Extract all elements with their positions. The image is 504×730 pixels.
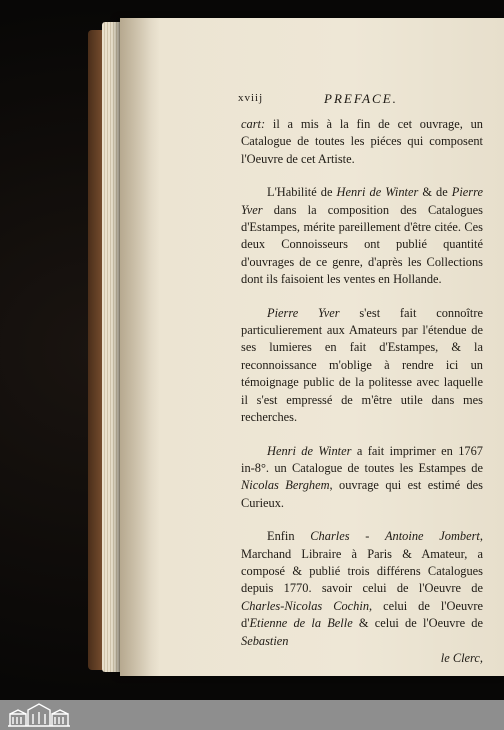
text-segment: Nicolas Berghem [241, 478, 330, 493]
paragraph-5 [241, 528, 483, 650]
text-segment: , ouvrage qui est estimé des Curieux. [241, 478, 483, 510]
library-building-icon [4, 702, 74, 728]
body-text [241, 116, 483, 667]
text-segment: il a mis à la fin de cet ouvrage, un Catalogue de toutes les piéces qui composent l'Oeuvre de cet Artiste. [241, 117, 483, 166]
text-segment: Charles-Nicolas Cochin [241, 598, 370, 613]
text-segment: & celui de l'Oeuvre de [352, 616, 483, 631]
text-segment: Pierre Yver [241, 185, 483, 217]
paragraph-1 [241, 116, 483, 168]
paragraph-4 [241, 443, 483, 513]
paragraph-3 [241, 305, 483, 427]
text-segment: Sebastien [241, 633, 289, 648]
viewer-footer-bar [0, 700, 504, 730]
text-segment: Charles - Antoine Jombert [310, 529, 480, 544]
text-segment: cart: [241, 117, 266, 131]
text-segment: L'Habilité de [267, 185, 337, 200]
text-segment: Henri de Winter [267, 443, 352, 458]
catchword: le Clerc, [440, 650, 483, 665]
text-segment: Enfin [267, 529, 311, 544]
text-segment: Etienne de la Belle [249, 616, 353, 631]
paragraph-2 [241, 184, 483, 288]
text-segment: Henri de Winter [336, 185, 419, 200]
text-segment: Pierre Yver [267, 305, 340, 320]
text-segment: & de [418, 185, 452, 200]
text-segment: a fait imprimer en 1767 in-8°. un Catalogue de toutes les Estampes de [241, 443, 483, 475]
text-segment: , Marchand Libraire à Paris & Amateur, a composé & publié trois différens Catalogues depuis 1770. savoir celui de l'Oeuvre de [241, 529, 483, 596]
text-segment: dans la composition des Catalogues d'Estampes, mérite pareillement d'être citée. Ces deux Connoisseurs ont publié quantité d'ouvrages de ce genre, d'après les Collections dont ils faisoient les ventes en Hollande. [241, 202, 483, 287]
text-segment: s'est fait connoître particulierement aux Amateurs par l'étendue de ses lumieres en fait d'Estampes, & la reconnoissance m'oblige à rendre ici un témoignage public de la politesse avec laquelle il s'est empressé de m'être utile dans mes recherches. [241, 305, 483, 425]
gutter-shadow [120, 18, 160, 676]
text-segment: , celui de l'Oeuvre d' [241, 598, 483, 631]
page-number: xviij [238, 92, 264, 104]
page-header [238, 92, 488, 110]
running-head: PREFACE. [324, 91, 398, 106]
